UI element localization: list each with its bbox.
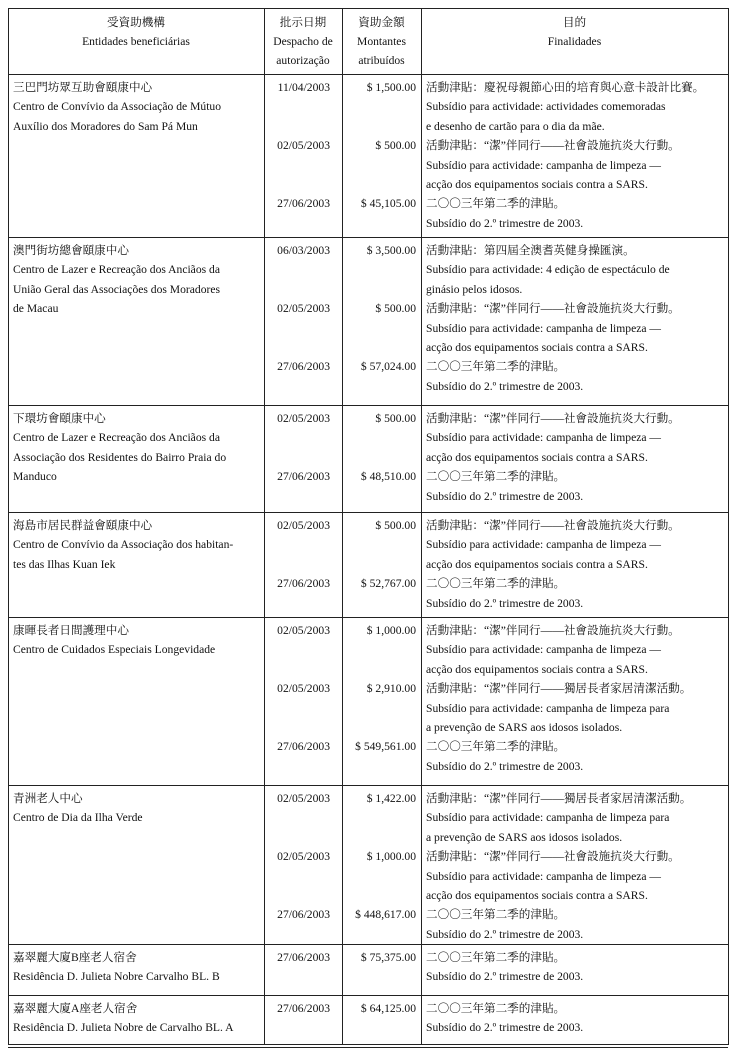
entity-name-pt: Auxílio dos Moradores do Sam Pá Mun: [13, 119, 198, 133]
entity-name-zh: 青洲老人中心: [13, 792, 83, 805]
row-border: [8, 785, 728, 786]
grant-date: 02/05/2003: [277, 850, 330, 864]
grant-purpose-pt: acção dos equipamentos sociais contra a SARS.: [426, 341, 648, 354]
row-border: [8, 944, 728, 945]
grant-date: 27/06/2003: [277, 470, 330, 484]
grant-purpose-pt: Subsídio do 2.º trimestre de 2003.: [426, 596, 584, 610]
grant-amount: $ 48,510.00: [360, 470, 416, 484]
grant-purpose-zh: 二〇〇三年第二季的津貼。: [426, 908, 566, 922]
grant-amount: $ 1,000.00: [366, 624, 416, 637]
grant-purpose-pt: Subsídio do 2.º trimestre de 2003.: [426, 489, 584, 503]
table-top-border: [8, 8, 728, 9]
grant-purpose-zh: 活動津貼：“潔”伴同行——社會設施抗炎大行動。: [426, 519, 680, 532]
row-border: [8, 617, 728, 618]
grant-amount: $ 549,561.00: [355, 740, 416, 754]
grant-purpose-pt: Subsídio para actividade: campanha de limpeza para: [426, 811, 670, 825]
header-amount-pt: Montantes: [357, 35, 406, 48]
grant-purpose-pt: Subsídio do 2.º trimestre de 2003.: [426, 379, 584, 393]
grant-purpose-pt: Subsídio para actividade: campanha de limpeza —: [426, 321, 662, 335]
grant-purpose-pt: Subsídio para actividade: campanha de limpeza —: [426, 538, 662, 552]
grant-amount: $ 52,767.00: [360, 577, 416, 591]
entity-name-pt: Residência D. Julieta Nobre de Carvalho BL. A: [13, 1021, 234, 1035]
header-entities-zh: 受資助機構: [107, 16, 165, 29]
header-amount-zh: 資助金額: [358, 16, 405, 29]
header-date-pt: Despacho de: [273, 35, 333, 48]
grant-purpose-zh: 二〇〇三年第二季的津貼。: [426, 197, 566, 211]
grant-purpose-pt: a prevenção de SARS aos idosos isolados.: [426, 721, 623, 734]
grant-date: 02/05/2003: [277, 792, 330, 805]
row-border: [8, 995, 728, 996]
grant-purpose-pt: ginásio pelos idosos.: [426, 282, 523, 296]
entity-name-pt: de Macau: [13, 302, 59, 316]
entity-name-pt: Manduco: [13, 470, 57, 484]
grant-amount: $ 448,617.00: [355, 908, 416, 922]
entity-name-zh: 嘉翠麗大廈B座老人宿舍: [13, 951, 137, 964]
row-border: [8, 512, 728, 513]
grant-purpose-zh: 活動津貼：“潔”伴同行——社會設施抗炎大行動。: [426, 850, 680, 864]
grant-date: 27/06/2003: [277, 360, 330, 374]
grant-date: 06/03/2003: [277, 244, 330, 257]
grant-date: 27/06/2003: [277, 908, 330, 922]
grant-date: 02/05/2003: [277, 302, 330, 316]
column-border-4: [728, 8, 729, 1045]
grant-purpose-zh: 活動津貼：“潔”伴同行——社會設施抗炎大行動。: [426, 302, 680, 316]
grant-amount: $ 1,500.00: [366, 81, 416, 94]
entity-name-zh: 嘉翠麗大廈A座老人宿舍: [13, 1002, 138, 1015]
row-border: [8, 237, 728, 238]
column-border-1: [264, 8, 265, 1045]
grant-amount: $ 64,125.00: [360, 1002, 416, 1015]
grant-purpose-pt: Subsídio para actividade: campanha de limpeza —: [426, 869, 662, 883]
grant-amount: $ 57,024.00: [360, 360, 416, 374]
header-amount-pt-2: atribuídos: [358, 54, 405, 67]
entity-name-pt: Centro de Lazer e Recreação dos Anciãos da: [13, 263, 220, 277]
grant-purpose-zh: 二〇〇三年第二季的津貼。: [426, 951, 566, 964]
grant-purpose-pt: Subsídio para actividade: actividades comemoradas: [426, 100, 666, 114]
row-border: [8, 405, 728, 406]
grant-purpose-pt: Subsídio do 2.º trimestre de 2003.: [426, 970, 584, 984]
entity-name-pt: Centro de Lazer e Recreação dos Anciãos da: [13, 431, 220, 445]
grant-purpose-zh: 活動津貼：“潔”伴同行——獨居長者家居清潔活動。: [426, 682, 692, 696]
entity-name-pt: tes das Ilhas Kuan Iek: [13, 557, 116, 571]
grant-purpose-pt: e desenho de cartão para o dia da mãe.: [426, 119, 605, 133]
column-border-3: [421, 8, 422, 1045]
grant-date: 02/05/2003: [277, 624, 330, 637]
grant-purpose-pt: acção dos equipamentos sociais contra a SARS.: [426, 662, 648, 676]
header-date-zh: 批示日期: [279, 16, 327, 29]
grant-date: 27/06/2003: [277, 197, 330, 211]
grant-purpose-pt: Subsídio do 2.º trimestre de 2003.: [426, 927, 584, 941]
table-bottom-double-border: [8, 1047, 728, 1048]
entity-name-zh: 澳門街坊總會頤康中心: [13, 244, 129, 257]
entity-name-zh: 康暉長者日間護理中心: [13, 624, 129, 637]
entity-name-pt: Centro de Convívio da Associação dos habitan-: [13, 538, 234, 552]
grant-purpose-zh: 活動津貼：“潔”伴同行——社會設施抗炎大行動。: [426, 412, 680, 425]
header-purpose-pt: Finalidades: [547, 35, 602, 48]
grant-purpose-pt: Subsídio para actividade: campanha de limpeza —: [426, 431, 662, 445]
grant-purpose-zh: 二〇〇三年第二季的津貼。: [426, 470, 566, 484]
column-border-0: [8, 8, 9, 1045]
grant-date: 02/05/2003: [277, 519, 330, 532]
grant-purpose-zh: 活動津貼：慶祝母親節心田的培育與心意卡設計比賽。: [426, 81, 705, 94]
grant-amount: $ 2,910.00: [366, 682, 416, 696]
entity-name-zh: 下環坊會頤康中心: [13, 412, 106, 425]
entity-name-pt: Centro de Dia da Ilha Verde: [13, 811, 143, 825]
grant-purpose-pt: Subsídio para actividade: 4 edição de espectáculo de: [426, 263, 670, 277]
grant-purpose-zh: 活動津貼：“潔”伴同行——獨居長者家居清潔活動。: [426, 792, 692, 805]
header-purpose-zh: 目的: [562, 16, 587, 29]
grant-purpose-pt: Subsídio para actividade: campanha de limpeza para: [426, 701, 670, 715]
grant-purpose-pt: Subsídio do 2.º trimestre de 2003.: [426, 1021, 584, 1035]
grant-date: 27/06/2003: [277, 577, 330, 591]
row-border: [8, 74, 728, 75]
grant-amount: $ 500.00: [375, 412, 416, 425]
entity-name-pt: Residência D. Julieta Nobre Carvalho BL. B: [13, 970, 220, 984]
grant-purpose-zh: 二〇〇三年第二季的津貼。: [426, 577, 566, 591]
header-date-pt-2: autorização: [276, 54, 330, 67]
grant-amount: $ 3,500.00: [366, 244, 416, 257]
grant-purpose-pt: Subsídio do 2.º trimestre de 2003.: [426, 216, 584, 230]
grant-purpose-zh: 二〇〇三年第二季的津貼。: [426, 740, 566, 754]
grant-amount: $ 1,422.00: [366, 792, 416, 805]
grant-amount: $ 500.00: [375, 519, 416, 532]
entity-name-pt: Associação dos Residentes do Bairro Praia do: [13, 450, 227, 464]
grant-purpose-zh: 二〇〇三年第二季的津貼。: [426, 1002, 566, 1015]
entity-name-pt: Centro de Cuidados Especiais Longevidade: [13, 643, 216, 657]
grant-amount: $ 1,000.00: [366, 850, 416, 864]
grant-amount: $ 45,105.00: [360, 197, 416, 211]
entity-name-pt: Centro de Convívio da Associação de Mútuo: [13, 100, 222, 114]
table-bottom-border: [8, 1044, 728, 1045]
entity-name-zh: 三巴門坊眾互助會頤康中心: [13, 81, 153, 94]
grant-purpose-pt: Subsídio para actividade: campanha de limpeza —: [426, 643, 662, 657]
column-border-2: [342, 8, 343, 1045]
grant-purpose-zh: 活動津貼：第四屆全澳耆英健身操匯演。: [426, 244, 635, 257]
grant-date: 11/04/2003: [277, 81, 330, 94]
grant-purpose-pt: acção dos equipamentos sociais contra a SARS.: [426, 450, 648, 464]
grant-purpose-pt: acção dos equipamentos sociais contra a SARS.: [426, 178, 648, 191]
grant-purpose-zh: 二〇〇三年第二季的津貼。: [426, 360, 566, 374]
grant-date: 27/06/2003: [277, 740, 330, 754]
grant-date: 27/06/2003: [277, 951, 330, 964]
grant-purpose-pt: a prevenção de SARS aos idosos isolados.: [426, 830, 623, 844]
grant-purpose-pt: acção dos equipamentos sociais contra a SARS.: [426, 889, 648, 902]
entity-name-pt: União Geral das Associações dos Moradores: [13, 282, 221, 296]
grant-purpose-pt: Subsídio para actividade: campanha de limpeza —: [426, 158, 662, 172]
grant-date: 27/06/2003: [277, 1002, 330, 1015]
grant-purpose-zh: 活動津貼：“潔”伴同行——社會設施抗炎大行動。: [426, 139, 680, 153]
grant-purpose-pt: acção dos equipamentos sociais contra a SARS.: [426, 557, 648, 571]
grant-purpose-zh: 活動津貼：“潔”伴同行——社會設施抗炎大行動。: [426, 624, 680, 637]
grant-date: 02/05/2003: [277, 682, 330, 696]
grant-amount: $ 500.00: [375, 139, 416, 153]
header-entities-pt: Entidades beneficiárias: [82, 35, 190, 48]
grant-amount: $ 75,375.00: [360, 951, 416, 964]
grant-purpose-pt: Subsídio do 2.º trimestre de 2003.: [426, 759, 584, 773]
grant-amount: $ 500.00: [375, 302, 416, 316]
grant-date: 02/05/2003: [277, 412, 330, 425]
entity-name-zh: 海島市居民群益會頤康中心: [13, 519, 153, 532]
grant-date: 02/05/2003: [277, 139, 330, 153]
